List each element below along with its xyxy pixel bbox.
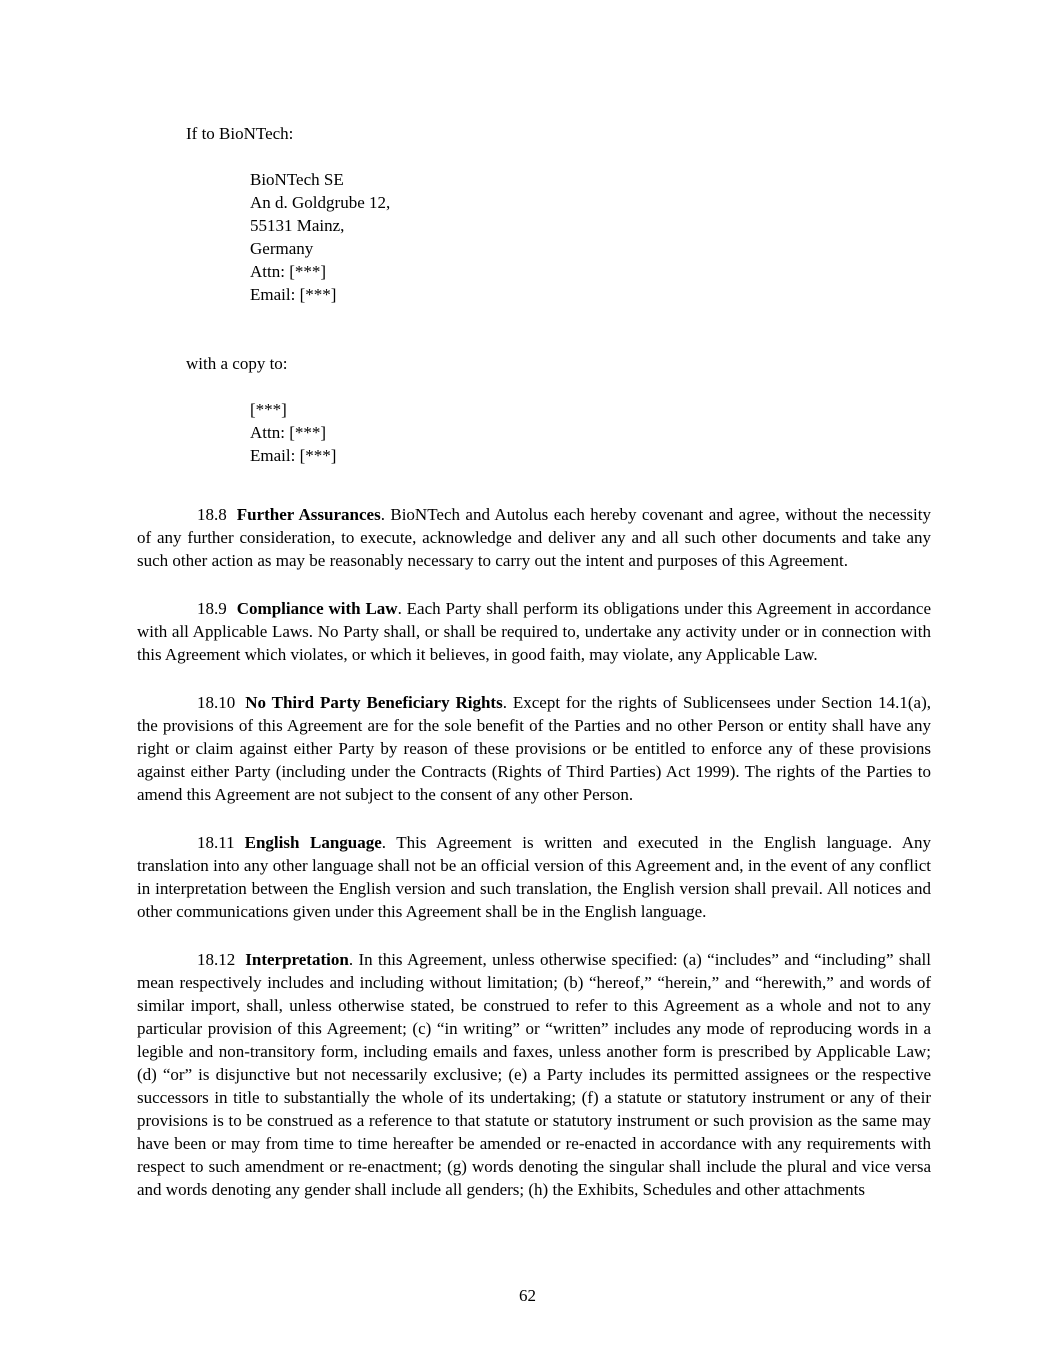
section-body: . In this Agreement, unless otherwise specified: (a) “includes” and “including” shall mean respectively includes and including without limitation; (b) “hereof,” “herein,” and “herewith,” and words of similar import, shall, unless otherwise stated, be construed to refer to this Agreement as a whole and not to any particular provision of this Agreement; (c) “in writing” or “written” includes any mode of reproducing words in a legible and non-transitory form, including emails and faxes, unless another form is prescribed by Applicable Law; (d) “or” is disjunctive but not necessarily exclusive; (e) a Party includes its permitted assignees or the respective successors in title to substantially the whole of its undertaking; (f) a statute or statutory instrument or any of their provisions is to be construed as a reference to that statute or statutory instrument or such provision as the same may have been or may from time to time hereafter be amended or re-enacted in accordance with any requirements with respect to such amendment or re-enactment; (g) words denoting the singular shall include the plural and vice versa and words denoting any gender shall include all genders; (h) the Exhibits, Schedules and other attachments — [137, 950, 931, 1199]
section-body: . BioNTech and Autolus each hereby covenant and agree, without the necessity of any further consideration, to execute, acknowledge and deliver any and all such other documents and take any such other action as may be reasonably necessary to carry out the intent and purposes of this Agreement. — [137, 505, 931, 570]
address-line: 55131 Mainz, — [250, 216, 345, 235]
address-line: Attn: [***] — [250, 262, 327, 281]
address-line: An d. Goldgrube 12, — [250, 193, 391, 212]
page-number: 62 — [519, 1286, 536, 1305]
address-line: Attn: [***] — [250, 423, 327, 442]
address-line: BioNTech SE — [250, 170, 344, 189]
section-body: . Except for the rights of Sublicensees under Section 14.1(a), the provisions of this Agreement are for the sole benefit of the Parties and no other Person or entity shall have any right or claim against either Party by reason of these provisions or be entitled to enforce any of these provisions against either Party (including under the Contracts (Rights of Third Parties) Act 1999). The rights of the Parties to amend this Agreement are not subject to the consent of any other Person. — [137, 693, 931, 804]
section-title: Interpretation — [245, 950, 349, 969]
section-number: 18.12 — [197, 950, 236, 969]
address-line: Email: [***] — [250, 446, 337, 465]
section-title: Further Assurances — [236, 505, 381, 524]
section-body: . Each Party shall perform its obligations under this Agreement in accordance with all Applicable Laws. No Party shall, or shall be required to, undertake any activity under or in connection with this Agreement which violates, or which it believes, in good faith, may violate, any Applicable Law. — [137, 599, 932, 664]
section-paragraph-18-10 — [137, 691, 931, 806]
biontech-address-block — [250, 168, 931, 306]
section-title: English Language — [244, 833, 382, 852]
section-paragraph-18-11 — [137, 831, 931, 923]
section-title: Compliance with Law — [236, 599, 398, 618]
address-line: Germany — [250, 239, 314, 258]
address-line: Email: [***] — [250, 285, 337, 304]
notice-copy-label: with a copy to: — [186, 354, 288, 373]
notice-biontech-label: If to BioNTech: — [186, 124, 294, 143]
section-number: 18.8 — [197, 505, 227, 524]
section-number: 18.9 — [197, 599, 227, 618]
section-paragraph-18-9 — [137, 597, 931, 666]
section-paragraph-18-8 — [137, 503, 931, 572]
section-body: . This Agreement is written and executed in the English language. Any translation into any other language shall not be an official version of this Agreement and, in the event of any conflict in interpretation between the English version and such translation, the English version shall prevail. All notices and other communications given under this Agreement shall be in the English language. — [137, 833, 932, 921]
copy-address-block — [250, 398, 931, 467]
section-number: 18.11 — [197, 833, 235, 852]
address-line: [***] — [250, 400, 287, 419]
section-paragraph-18-12 — [137, 948, 931, 1201]
section-number: 18.10 — [197, 693, 236, 712]
section-title: No Third Party Beneficiary Rights — [245, 693, 503, 712]
